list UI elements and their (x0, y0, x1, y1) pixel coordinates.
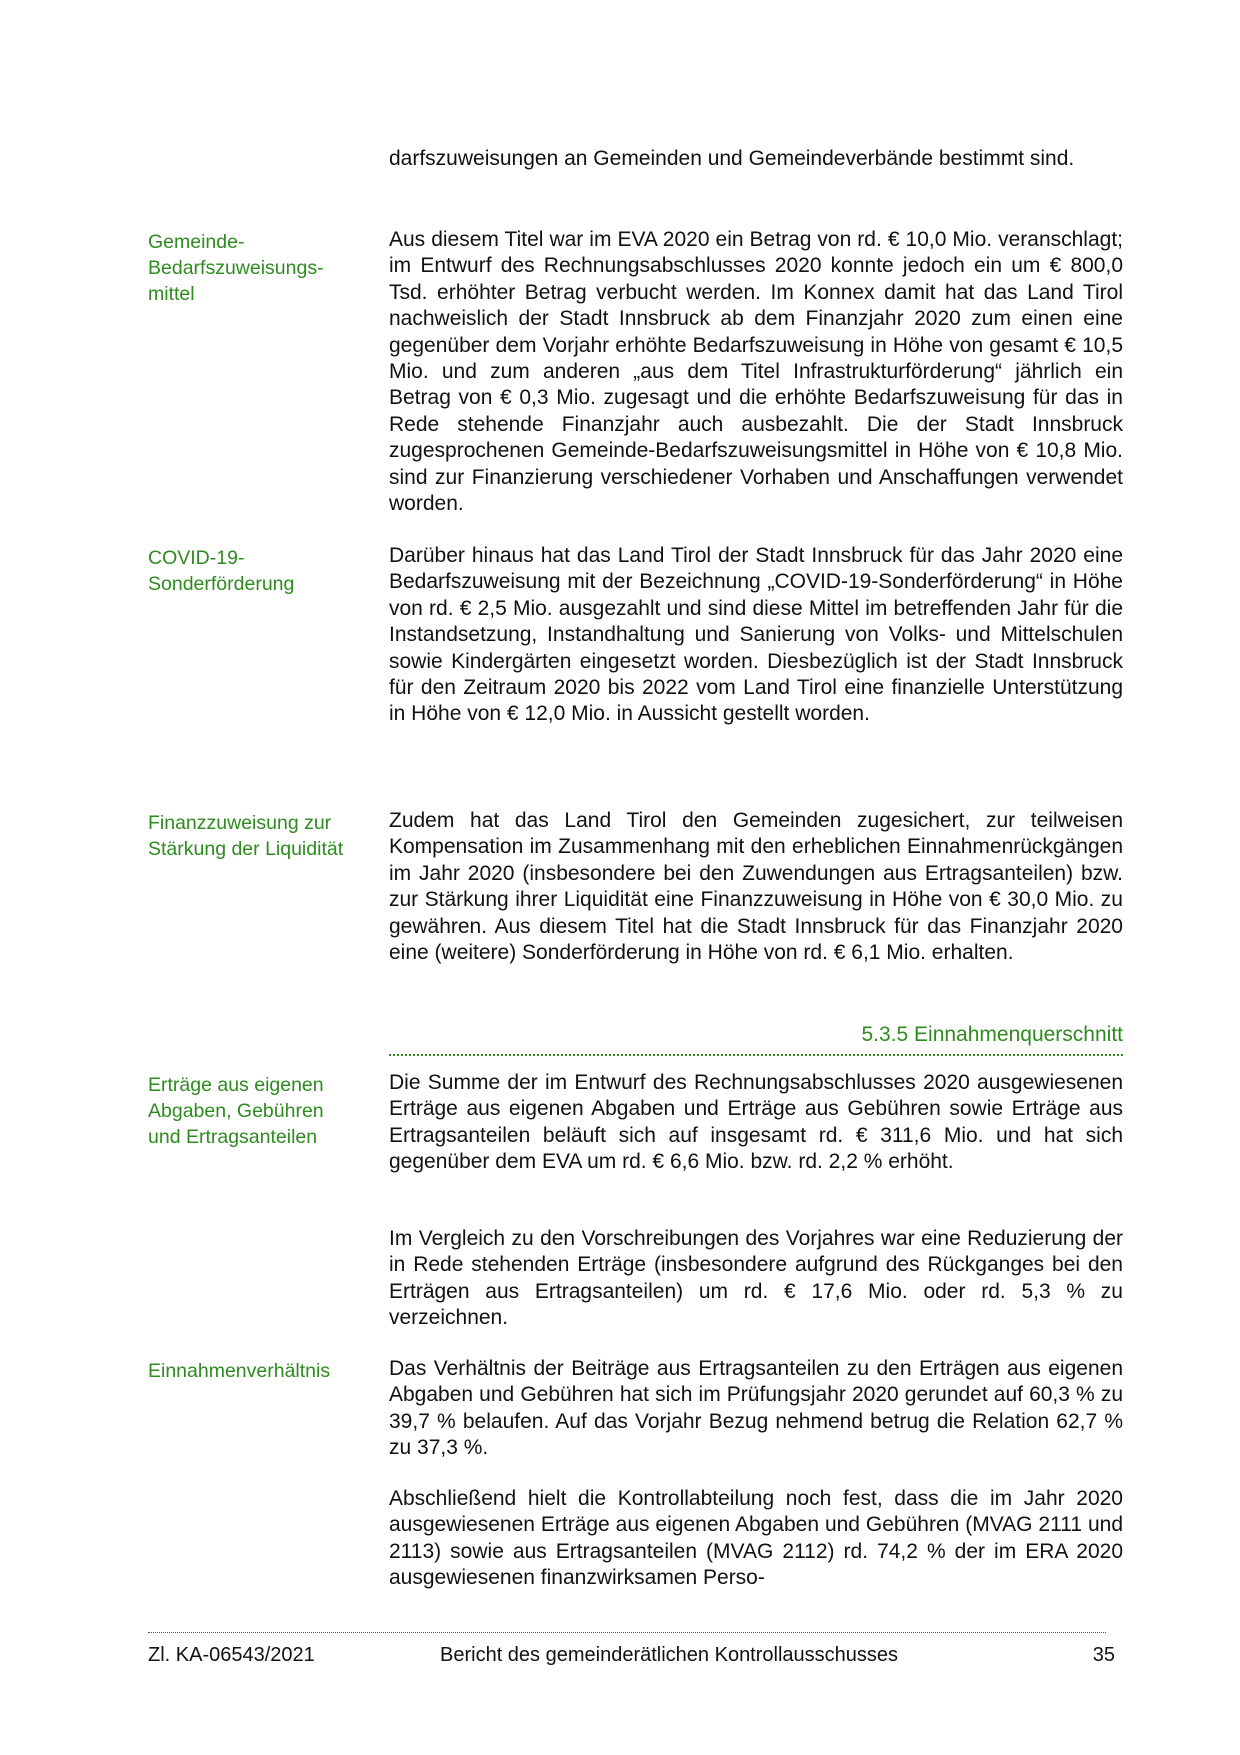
sidenote-covid-sonderfoerderung (148, 545, 368, 597)
sidenote-line: mittel (148, 283, 195, 305)
section-heading-divider (389, 1054, 1123, 1056)
sidenote-line: Bedarfszuweisungs- (148, 257, 324, 279)
paragraph-ertraege-summe: Die Summe der im Entwurf des Rechnungsabschlusses 2020 ausgewiesenen Erträge aus eigenen Abgaben und Erträge aus Gebühren sowie Erträge aus Ertragsanteilen beläuft sich auf insgesamt rd. € 311,6 Mio. und hat sich gegenüber dem EVA um rd. € 6,6 Mio. bzw. rd. 2,2 % erhöht. (389, 1071, 1123, 1174)
sidenote-gemeinde-bedarfszuweisungsmittel (148, 229, 368, 307)
sidenote-line: Abgaben, Gebühren (148, 1100, 324, 1122)
sidenote-line: Sonderförderung (148, 573, 295, 595)
sidenote-line: Finanzzuweisung zur (148, 812, 332, 834)
section-heading: 5.3.5 Einnahmenquerschnitt (861, 1023, 1123, 1046)
sidenote-ertraege (148, 1072, 368, 1150)
sidenote-einnahmenverhaeltnis (148, 1358, 368, 1384)
paragraph-intro: darfszuweisungen an Gemeinden und Gemeindeverbände bestimmt sind. (389, 147, 1075, 170)
paragraph-gemeinde-bedarfszuweisung: Aus diesem Titel war im EVA 2020 ein Betrag von rd. € 10,0 Mio. veranschlagt; im Entwurf des Rechnungsabschlusses 2020 konnte jedoch ein um € 800,0 Tsd. erhöhter Betrag verbucht werden. Im Konnex damit hat das Land Tirol nachweislich der Stadt Innsbruck ab dem Finanzjahr 2020 zum einen eine gegenüber dem Vorjahr erhöhte Bedarfszuweisung in Höhe von gesamt € 10,5 Mio. und zum anderen „aus dem Titel Infrastrukturförderung“ jährlich ein Betrag von € 0,3 Mio. zugesagt und die erhöhte Bedarfszuweisung für das in Rede stehende Finanzjahr auch ausbezahlt. Die der Stadt Innsbruck zugesprochenen Gemeinde-Bedarfszuweisungsmittel in Höhe von € 10,8 Mio. sind zur Finanzierung verschiedener Vorhaben und Anschaffungen verwendet worden. (389, 228, 1123, 516)
footer-divider (148, 1632, 1106, 1633)
paragraph-finanzzuweisung: Zudem hat das Land Tirol den Gemeinden zugesichert, zur teilweisen Kompensation im Zusammenhang mit den erheblichen Einnahmenrückgängen im Jahr 2020 (insbesondere bei den Zuwendungen aus Ertragsanteilen) bzw. zur Stärkung ihrer Liquidität eine Finanzzuweisung in Höhe von € 30,0 Mio. zu gewähren. Aus diesem Titel hat die Stadt Innsbruck für das Finanzjahr 2020 eine (weitere) Sonderförderung in Höhe von rd. € 6,1 Mio. erhalten. (389, 809, 1123, 965)
footer-reference: Zl. KA-06543/2021 (148, 1644, 315, 1666)
footer-title: Bericht des gemeinderätlichen Kontrollausschusses (440, 1644, 899, 1666)
paragraph-covid-sonderfoerderung: Darüber hinaus hat das Land Tirol der Stadt Innsbruck für das Jahr 2020 eine Bedarfszuweisung mit der Bezeichnung „COVID-19-Sonderförderung“ in Höhe von rd. € 2,5 Mio. ausgezahlt und sind diese Mittel im betreffenden Jahr für die Instandsetzung, Instandhaltung und Sanierung von Volks- und Mittelschulen sowie Kindergärten eingesetzt worden. Diesbezüglich ist der Stadt Innsbruck für den Zeitraum 2020 bis 2022 vom Land Tirol eine finanzielle Unterstützung in Höhe von € 12,0 Mio. in Aussicht gestellt worden. (389, 544, 1123, 726)
sidenote-line: und Ertragsanteilen (148, 1126, 318, 1148)
paragraph-abschluss: Abschließend hielt die Kontrollabteilung noch fest, dass die im Jahr 2020 ausgewiesenen Erträge aus eigenen Abgaben und Gebühren (MVAG 2111 und 2113) sowie aus Ertragsanteilen (MVAG 2112) rd. 74,2 % der im ERA 2020 ausgewiesenen finanzwirksamen Perso- (389, 1487, 1123, 1590)
sidenote-line: Stärkung der Liquidität (148, 838, 344, 860)
paragraph-einnahmenverhaeltnis: Das Verhältnis der Beiträge aus Ertragsanteilen zu den Erträgen aus eigenen Abgaben und Gebühren hat sich im Prüfungsjahr 2020 gerundet auf 60,3 % zu 39,7 % belaufen. Auf das Vorjahr Bezug nehmend betrug die Relation 62,7 % zu 37,3 %. (389, 1357, 1123, 1460)
sidenote-finanzzuweisung (148, 810, 368, 862)
paragraph-ertraege-vergleich: Im Vergleich zu den Vorschreibungen des Vorjahres war eine Reduzierung der in Rede stehenden Erträge (insbesondere aufgrund des Rückganges bei den Erträgen aus Ertragsanteilen) um rd. € 17,6 Mio. oder rd. 5,3 % zu verzeichnen. (389, 1227, 1123, 1330)
sidenote-line: Gemeinde- (148, 231, 245, 253)
page-number: 35 (1092, 1644, 1115, 1666)
sidenote-line: Einnahmenverhältnis (148, 1360, 331, 1382)
sidenote-line: COVID-19- (148, 547, 245, 569)
sidenote-line: Erträge aus eigenen (148, 1074, 324, 1096)
